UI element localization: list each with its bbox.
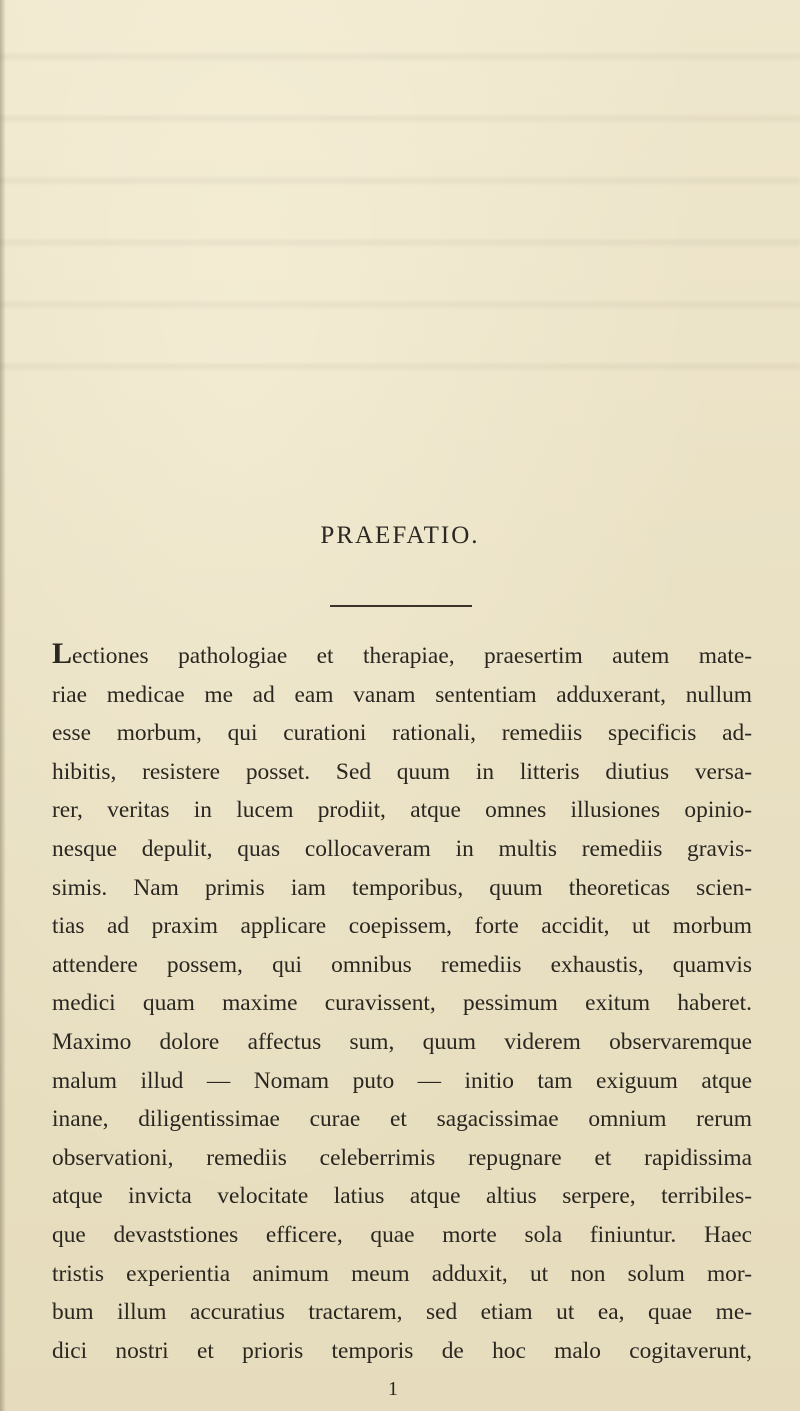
text-line-7: simis. Nam primis iam temporibus, quum theoreticas scien- [52,874,752,901]
text-line-15: atque invicta velocitate latius atque altius serpere, terribiles- [52,1183,752,1210]
text-line-5: rer, veritas in lucem prodiit, atque omnes illusiones opinio- [52,797,752,824]
text-line-18: bum illum accuratius tractarem, sed etiam ut ea, quae me- [52,1299,752,1326]
text-line-4: hibitis, resistere posset. Sed quum in litteris diutius versa- [52,758,752,785]
page-edge-shadow [0,0,6,1411]
text-line-12: malum illud — Nomam puto — initio tam exiguum atque [52,1067,752,1094]
text-line-8: tias ad praxim applicare coepissem, forte accidit, ut morbum [52,913,752,940]
page-title: PRAEFATIO. [320,522,480,549]
text-line-1: Lectiones pathologiae et therapiae, praesertim autem mate- [52,637,752,670]
text-line-10: medici quam maxime curavissent, pessimum exitum haberet. [52,990,752,1017]
drop-cap: L [52,637,73,670]
text-line-19: dici nostri et prioris temporis de hoc malo cogitaverunt, [52,1337,752,1364]
text-line-9: attendere possem, qui omnibus remediis exhaustis, quamvis [52,951,752,978]
text-line-16: que devaststiones efficere, quae morte sola finiuntur. Haec [52,1221,752,1248]
text-line-11: Maximo dolore affectus sum, quum viderem observaremque [52,1028,752,1055]
text-line-6: nesque depulit, quas collocaveram in multis remediis gravis- [52,835,752,862]
text-line-13: inane, diligentissimae curae et sagacissimae omnium rerum [52,1106,752,1133]
title-rule [330,605,472,607]
text-line-14: observationi, remediis celeberrimis repugnare et rapidissima [52,1144,752,1171]
page-number: 1 [388,1378,398,1400]
show-through-text [0,0,800,420]
text-line-17: tristis experientia animum meum adduxit, ut non solum mor- [52,1260,752,1287]
body-text [52,637,752,1370]
text-line-3: esse morbum, qui curationi rationali, remediis specificis ad- [52,720,752,747]
text-line-2: riae medicae me ad eam vanam sententiam adduxerant, nullum [52,681,752,708]
